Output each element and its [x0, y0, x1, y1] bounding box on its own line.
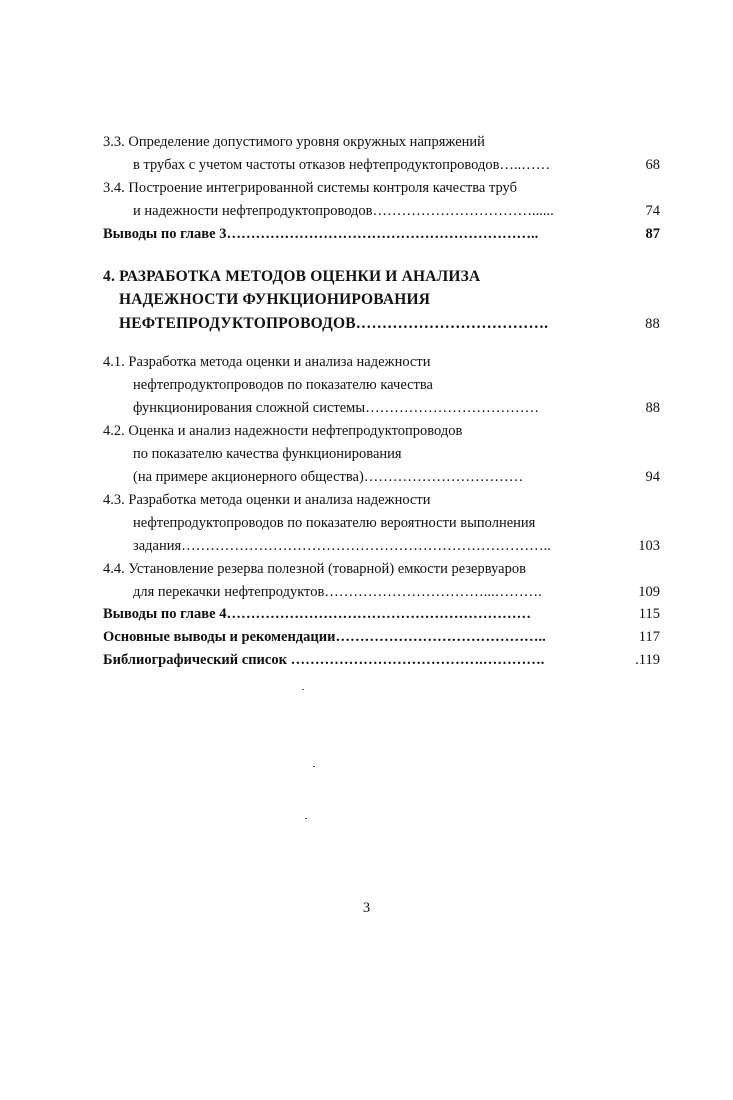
toc-entry-text: нефтепродуктопроводов по показателю вероятности выполнения [133, 515, 536, 531]
toc-page-number: .119 [635, 652, 660, 668]
toc-entry-text: 3.3. Определение допустимого уровня окружных напряжений [103, 134, 485, 150]
toc-page-number: 103 [638, 538, 660, 554]
page-number: 3 [362, 900, 371, 916]
toc-page-number: 94 [645, 469, 660, 485]
toc-entry-text: Выводы по главе 4……………………………………………………… [103, 606, 531, 622]
toc-entry-4-2-cont [0, 443, 733, 465]
toc-entry-text: функционирования сложной системы……………………………… [133, 400, 540, 416]
toc-entry-4-2-end [0, 466, 733, 488]
toc-entry-4-1-cont [0, 374, 733, 396]
toc-entry-3-3-cont [0, 154, 733, 176]
toc-page-number: 88 [645, 400, 660, 416]
toc-entry-4-1-end [0, 397, 733, 419]
toc-entry-text: 4.2. Оценка и анализ надежности нефтепродуктопроводов [103, 423, 463, 439]
toc-entry-4-4-cont [0, 581, 733, 603]
toc-page-number: 117 [638, 629, 660, 645]
toc-entry-text: 4. РАЗРАБОТКА МЕТОДОВ ОЦЕНКИ И АНАЛИЗА [103, 268, 481, 285]
toc-entry-text: по показателю качества функционирования [133, 446, 402, 462]
scan-speck [305, 818, 307, 819]
toc-entry-text: Библиографический список ………………………………….…………. [103, 652, 545, 668]
toc-entry-4-2 [0, 420, 733, 442]
toc-entry-conclusions-4 [0, 603, 733, 625]
toc-chapter-4-title-end [0, 313, 733, 335]
toc-chapter-4-title [0, 266, 733, 288]
toc-entry-4-3-end [0, 535, 733, 557]
toc-entry-text: 3.4. Построение интегрированной системы контроля качества труб [103, 180, 517, 196]
toc-entry-text: Выводы по главе 3……………………………………………………….. [103, 226, 539, 242]
toc-entry-text: (на примере акционерного общества)…………………………… [133, 469, 524, 485]
toc-entry-4-1 [0, 351, 733, 373]
toc-entry-4-3 [0, 489, 733, 511]
toc-page-number: 88 [645, 316, 660, 332]
toc-entry-main-conclusions [0, 626, 733, 648]
toc-page-number: 74 [645, 203, 660, 219]
toc-entry-text: задания………………………………………………………………….. [133, 538, 551, 554]
toc-entry-text: нефтепродуктопроводов по показателю качества [133, 377, 433, 393]
toc-entry-3-3 [0, 131, 733, 153]
toc-entry-text: НАДЕЖНОСТИ ФУНКЦИОНИРОВАНИЯ [119, 291, 431, 308]
scan-speck [313, 766, 315, 767]
toc-entry-4-3-cont [0, 512, 733, 534]
toc-entry-text: 4.4. Установление резерва полезной (товарной) емкости резервуаров [103, 561, 526, 577]
toc-page-number: 109 [638, 584, 660, 600]
toc-entry-3-4-cont [0, 200, 733, 222]
toc-entry-4-4 [0, 558, 733, 580]
toc-entry-text: и надежности нефтепродуктопроводов……………………………...... [133, 203, 554, 219]
toc-page-number: 87 [645, 226, 660, 242]
toc-entry-3-4 [0, 177, 733, 199]
toc-chapter-4-title-cont [0, 289, 733, 311]
toc-entry-text: Основные выводы и рекомендации…………………………………….. [103, 629, 546, 645]
toc-entry-text: в трубах с учетом частоты отказов нефтепродуктопроводов…..…… [133, 157, 551, 173]
toc-entry-text: НЕФТЕПРОДУКТОПРОВОДОВ………………………………. [119, 315, 549, 332]
toc-entry-bibliography [0, 649, 733, 671]
toc-entry-conclusions-3 [0, 223, 733, 245]
scan-speck [302, 689, 304, 690]
toc-entry-text: 4.1. Разработка метода оценки и анализа надежности [103, 354, 431, 370]
toc-entry-text: для перекачки нефтепродуктов……………………………...………. [133, 584, 542, 600]
toc-entry-text: 4.3. Разработка метода оценки и анализа надежности [103, 492, 431, 508]
toc-page-number: 115 [638, 606, 660, 622]
toc-page-number: 68 [645, 157, 660, 173]
